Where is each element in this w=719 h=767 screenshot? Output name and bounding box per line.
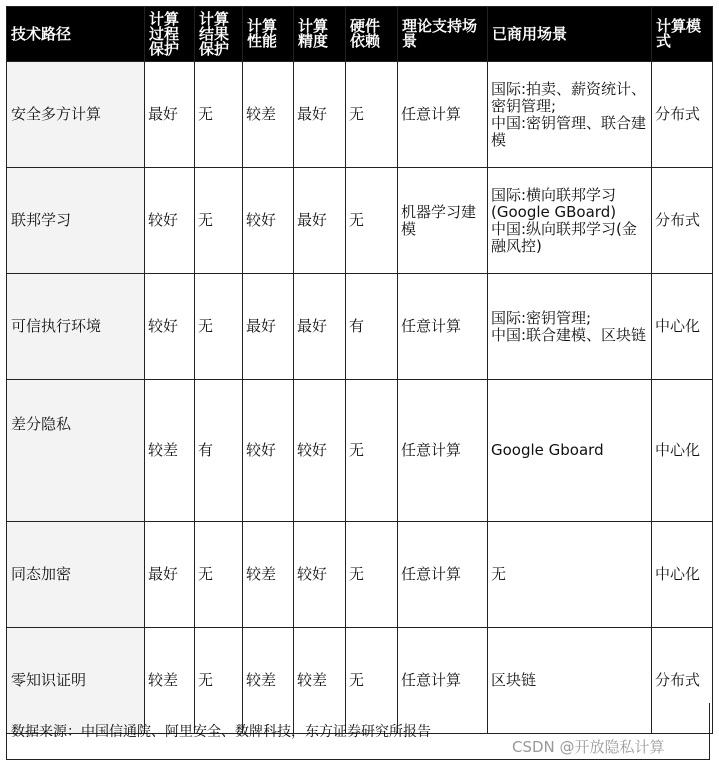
cell-computing-mode: 中心化	[652, 522, 713, 628]
header-computing-mode: 计算模式	[652, 7, 713, 62]
cell-theoretical-scenarios: 任意计算	[398, 628, 488, 734]
cell-computing-mode: 中心化	[652, 274, 713, 380]
header-result-protection: 计算结果保护	[195, 7, 243, 62]
header-commercial-scenarios: 已商用场景	[488, 7, 652, 62]
cell-computing-mode: 分布式	[652, 628, 713, 734]
cell-commercial-scenarios: 区块链	[488, 628, 652, 734]
cell-hardware-dependency: 无	[346, 380, 398, 522]
cell-computing-mode: 分布式	[652, 168, 713, 274]
cell-precision: 较差	[294, 628, 346, 734]
table-row	[7, 62, 713, 168]
table-row	[7, 522, 713, 628]
header-process-protection: 计算过程保护	[145, 7, 195, 62]
cell-process-protection: 最好	[145, 522, 195, 628]
cell-result-protection: 无	[195, 522, 243, 628]
cell-result-protection: 无	[195, 274, 243, 380]
header-performance: 计算性能	[243, 7, 294, 62]
cell-hardware-dependency: 无	[346, 62, 398, 168]
cell-theoretical-scenarios: 任意计算	[398, 62, 488, 168]
cell-performance: 较差	[243, 62, 294, 168]
cell-commercial-scenarios: 国际:横向联邦学习(Google GBoard) 中国:纵向联邦学习(金融风控)	[488, 168, 652, 274]
cell-hardware-dependency: 无	[346, 628, 398, 734]
header-theoretical-scenarios: 理论支持场景	[398, 7, 488, 62]
cell-tech-path: 可信执行环境	[7, 274, 145, 380]
cell-result-protection: 无	[195, 62, 243, 168]
cell-hardware-dependency: 无	[346, 522, 398, 628]
cell-result-protection: 有	[195, 380, 243, 522]
cell-theoretical-scenarios: 机器学习建模	[398, 168, 488, 274]
cell-computing-mode: 中心化	[652, 380, 713, 522]
cell-performance: 最好	[243, 274, 294, 380]
cell-computing-mode: 分布式	[652, 62, 713, 168]
cell-tech-path: 安全多方计算	[7, 62, 145, 168]
table-row	[7, 274, 713, 380]
cell-precision: 最好	[294, 62, 346, 168]
cell-theoretical-scenarios: 任意计算	[398, 380, 488, 522]
watermark: CSDN @开放隐私计算	[512, 738, 665, 756]
cell-precision: 最好	[294, 168, 346, 274]
cell-commercial-scenarios: Google Gboard	[488, 380, 652, 522]
cell-commercial-scenarios: 无	[488, 522, 652, 628]
cell-theoretical-scenarios: 任意计算	[398, 274, 488, 380]
cell-process-protection: 较好	[145, 274, 195, 380]
cell-result-protection: 无	[195, 168, 243, 274]
cell-tech-path: 零知识证明	[7, 628, 145, 734]
header-precision: 计算精度	[294, 7, 346, 62]
table-row	[7, 380, 713, 522]
cell-tech-path: 联邦学习	[7, 168, 145, 274]
cell-performance: 较差	[243, 628, 294, 734]
table-row	[7, 168, 713, 274]
cell-precision: 较好	[294, 380, 346, 522]
cell-performance: 较好	[243, 380, 294, 522]
header-hardware-dependency: 硬件依赖	[346, 7, 398, 62]
cell-hardware-dependency: 无	[346, 168, 398, 274]
cell-process-protection: 最好	[145, 62, 195, 168]
cell-process-protection: 较差	[145, 380, 195, 522]
cell-hardware-dependency: 有	[346, 274, 398, 380]
cell-tech-path: 差分隐私	[7, 380, 145, 522]
cell-process-protection: 较好	[145, 168, 195, 274]
comparison-table-wrapper	[6, 6, 712, 734]
header-row	[7, 7, 713, 62]
header-tech-path: 技术路径	[7, 7, 145, 62]
cell-result-protection: 无	[195, 628, 243, 734]
cell-theoretical-scenarios: 任意计算	[398, 522, 488, 628]
cell-commercial-scenarios: 国际:密钥管理; 中国:联合建模、区块链	[488, 274, 652, 380]
cell-process-protection: 较差	[145, 628, 195, 734]
cell-performance: 较好	[243, 168, 294, 274]
source-note: 数据来源：中国信通院、阿里安全、数牌科技，东方证券研究所报告	[11, 724, 431, 740]
privacy-computing-comparison-table	[6, 6, 713, 734]
cell-tech-path: 同态加密	[7, 522, 145, 628]
cell-precision: 较好	[294, 522, 346, 628]
cell-commercial-scenarios: 国际:拍卖、薪资统计、密钥管理; 中国:密钥管理、联合建模	[488, 62, 652, 168]
cell-performance: 较差	[243, 522, 294, 628]
cell-precision: 最好	[294, 274, 346, 380]
